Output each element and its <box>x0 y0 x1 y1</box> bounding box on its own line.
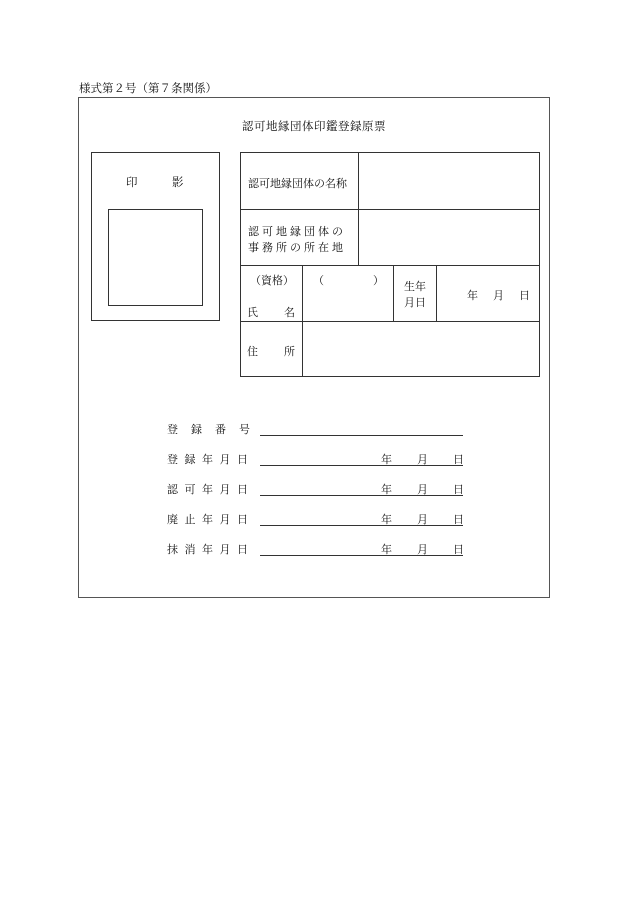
registration-label: 抹消年月日 <box>167 543 255 556</box>
address-field[interactable] <box>305 325 535 373</box>
org-address-label-line1: 認可地縁団体の <box>248 225 346 238</box>
org-address-field[interactable] <box>361 213 536 263</box>
day-label: 日 <box>453 453 464 466</box>
table-row-divider <box>241 209 539 210</box>
table-col-divider <box>436 265 437 321</box>
table-col-divider <box>358 153 359 265</box>
birth-label-line1: 生年 <box>404 280 426 293</box>
org-address-label-line2: 事務所の所在地 <box>248 241 346 254</box>
registration-label: 登録年月日 <box>167 453 255 466</box>
registration-label: 登録番号 <box>167 423 263 436</box>
table-col-divider <box>302 265 303 376</box>
year-label: 年 <box>381 483 392 496</box>
table-row-divider <box>241 265 539 266</box>
registration-field-line[interactable] <box>260 495 463 496</box>
day-label: 日 <box>453 483 464 496</box>
birth-label-line2: 月日 <box>404 296 426 309</box>
seal-label-2: 影 <box>172 175 184 189</box>
birth-date-field[interactable]: 年 月 日 <box>467 289 532 302</box>
registration-label: 廃止年月日 <box>167 513 255 526</box>
registration-field-line[interactable] <box>260 555 463 556</box>
seal-impression-area[interactable] <box>108 209 203 306</box>
registration-field-line[interactable] <box>260 465 463 466</box>
name-label-1: 氏 <box>247 306 258 319</box>
org-name-field[interactable] <box>361 157 536 207</box>
address-label-2: 所 <box>284 345 295 358</box>
table-row-divider <box>241 321 539 322</box>
qualification-label: （資格） <box>250 274 294 287</box>
year-label: 年 <box>381 543 392 556</box>
address-label-1: 住 <box>247 345 258 358</box>
year-label: 年 <box>381 513 392 526</box>
seal-label-1: 印 <box>126 175 138 189</box>
month-label: 月 <box>417 513 428 526</box>
document-title: 認可地縁団体印鑑登録原票 <box>242 119 386 133</box>
registration-label: 認可年月日 <box>167 483 255 496</box>
representative-name-field[interactable] <box>305 269 390 319</box>
form-number-label: 様式第２号（第７条関係） <box>79 81 217 95</box>
registration-field-line[interactable] <box>260 525 463 526</box>
day-label: 日 <box>453 543 464 556</box>
month-label: 月 <box>417 453 428 466</box>
org-name-label: 認可地縁団体の名称 <box>248 177 347 190</box>
month-label: 月 <box>417 483 428 496</box>
day-label: 日 <box>453 513 464 526</box>
month-label: 月 <box>417 543 428 556</box>
year-label: 年 <box>381 453 392 466</box>
name-label-2: 名 <box>284 306 295 319</box>
registration-field-line[interactable] <box>260 435 463 436</box>
qualification-paren-close: ） <box>373 274 384 287</box>
qualification-paren-open: （ <box>313 274 324 287</box>
table-col-divider <box>393 265 394 321</box>
info-table <box>240 152 540 377</box>
